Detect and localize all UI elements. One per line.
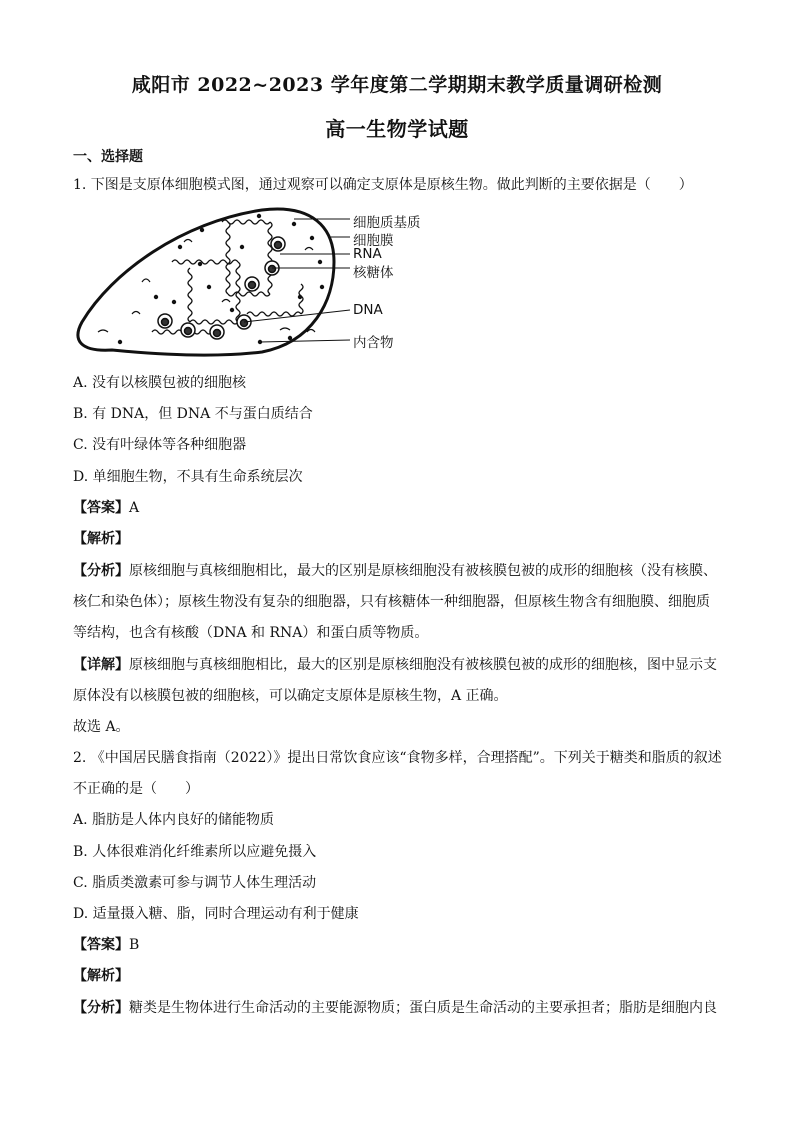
q2-fenxi-line-1 [73,998,733,1018]
xiangjie-tag: 【详解】 [73,657,129,673]
answer-value: A [129,500,140,516]
label-rna: RNA [353,246,382,262]
q1-option-d: D. 单细胞生物，不具有生命系统层次 [73,469,303,485]
exam-title: 咸阳市 2022~2023 学年度第二学期期末教学质量调研检测 [131,74,663,96]
q1-stem: 1. 下图是支原体细胞模式图，通过观察可以确定支原体是原核生物。做此判断的主要依据是（ ） [73,177,693,193]
q2-option-c: C. 脂质类激素可参与调节人体生理活动 [73,875,317,891]
q1-answer [73,498,733,518]
section-heading: 一、选择题 [73,149,143,165]
label-cell-membrane: 细胞膜 [353,233,394,249]
q1-option-a: A. 没有以核膜包被的细胞核 [73,375,247,391]
cell-membrane-outline [78,209,334,355]
fenxi-tag: 【分析】 [73,563,129,579]
q1-fenxi-line-1 [73,561,733,581]
q2-option-b: B. 人体很难消化纤维素所以应避免摄入 [73,844,317,860]
q2-option-a: A. 脂肪是人体内良好的储能物质 [73,812,275,828]
label-ribosome: 核糖体 [353,265,394,281]
label-dna: DNA [353,302,383,318]
label-leader-lines [244,219,350,342]
xiangjie-text: 原核细胞与真核细胞相比，最大的区别是原核细胞没有被核膜包被的成形的细胞核，图中显示支 [129,657,717,673]
q1-analysis-tag [73,529,733,549]
q1-xiangjie-line-1 [73,655,733,675]
q2-answer [73,935,733,955]
inclusion-dots [118,214,324,344]
label-cytoplasm-matrix: 细胞质基质 [353,215,421,231]
answer-tag: 【答案】 [73,500,129,516]
q1-fenxi-line-2: 核仁和染色体）；原核生物没有复杂的细胞器，只有核糖体一种细胞器，但原核生物含有细胞膜、细胞质 [73,594,710,610]
analysis-tag: 【解析】 [73,531,129,547]
label-inclusion: 内含物 [353,335,394,351]
q1-option-c: C. 没有叶绿体等各种细胞器 [73,437,247,453]
answer-tag: 【答案】 [73,937,129,953]
q2-stem-line-2: 不正确的是（ ） [73,781,199,797]
exam-subtitle: 高一生物学试题 [325,117,469,141]
answer-value: B [129,937,140,953]
q1-fenxi-line-3: 等结构，也含有核酸（DNA 和 RNA）和蛋白质等物质。 [73,625,429,641]
fenxi-text: 原核细胞与真核细胞相比，最大的区别是原核细胞没有被核膜包被的成形的细胞核（没有核膜、 [129,563,717,579]
fenxi-tag: 【分析】 [73,1000,129,1016]
fenxi-text: 糖类是生物体进行生命活动的主要能源物质；蛋白质是生命活动的主要承担者；脂肪是细胞内良 [129,1000,717,1016]
q1-conclusion: 故选 A。 [73,719,130,735]
analysis-tag: 【解析】 [73,968,129,984]
q2-option-d: D. 适量摄入糖、脂，同时合理运动有利于健康 [73,906,359,922]
q2-stem-line-1: 2. 《中国居民膳食指南（2022）》提出日常饮食应该“食物多样，合理搭配”。下列关于糖类和脂质的叙述 [73,750,722,766]
q2-analysis-tag [73,966,733,986]
q1-option-b: B. 有 DNA，但 DNA 不与蛋白质结合 [73,406,313,422]
q1-xiangjie-line-2: 原体没有以核膜包被的细胞核，可以确定支原体是原核生物，A 正确。 [73,688,508,704]
